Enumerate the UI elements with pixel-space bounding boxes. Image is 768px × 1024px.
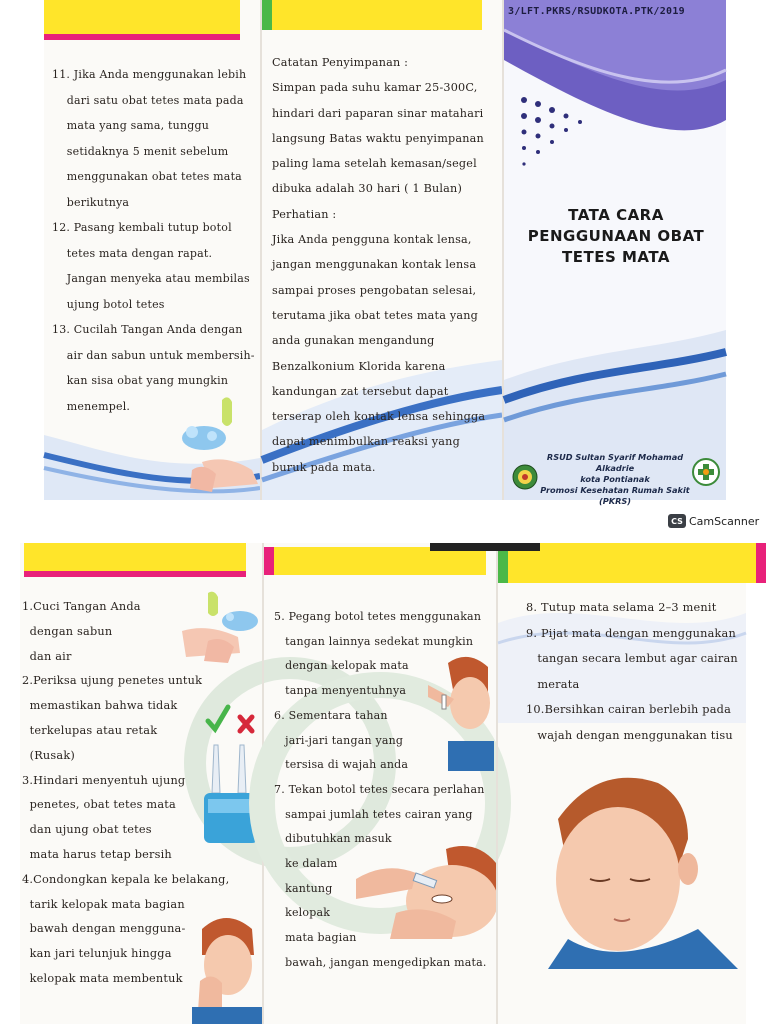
panel-steps-11-13 bbox=[44, 0, 260, 500]
brochure-inside-sheet bbox=[20, 543, 746, 1024]
steps-text: 11. Jika Anda menggunakan lebih dari satu obat tetes mata pada mata yang sama, tunggu setidaknya 5 menit sebelum menggunakan obat tetes mata berikutnya 12. Pasang kembali tutup botol tetes mata dengan rapat. Jangan menyeka atau membilas ujung botol tetes 13. Cucilah Tangan Anda dengan air dan sabun untuk membersih- kan sisa obat yang mungkin menempel. bbox=[52, 68, 255, 413]
steps-text: 8. Tutup mata selama 2–3 menit 9. Pijat mata dengan menggunakan tangan secara lembut agar cairan merata 10.Bersihkan cairan berlebih pada wajah dengan menggunakan tisu bbox=[526, 601, 738, 742]
steps-text: 1.Cuci Tangan Anda dengan sabun dan air 2.Periksa ujung penetes untuk memastikan bahwa tidak terkelupas atau retak (Rusak) 3.Hindari menyentuh ujung penetes, obat tetes mata dan ujung obat tetes mata harus tetap bersih 4.Condongkan kepala ke belakang, tarik kelopak mata bagian bawah dengan menggunа- kan jari telunjuk hingga kelopak mata membentuk bbox=[22, 600, 230, 985]
camscanner-icon: CS bbox=[668, 514, 686, 528]
panel-header-bar bbox=[264, 547, 486, 575]
panel-steps-1-4 bbox=[20, 543, 262, 1024]
panel-header-bar bbox=[24, 543, 246, 577]
panel-header-bar bbox=[262, 0, 482, 30]
hand-washing-illustration bbox=[172, 392, 258, 498]
steps-text: 5. Pegang botol tetes menggunakan tangan lainnya sedekat mungkin dengan kelopak mata tanpa menyentuhnya 6. Sementara tahan jari-jari tangan yang tersisa di wajah anda 7. Tekan botol tetes secara perlahan sampai jumlah tetes cairan yang dibutuhkan masuk ke dalam kantung kelopak mata bagian bawah, jangan mengedipkan mata. bbox=[274, 610, 487, 969]
organization-name: RSUD Sultan Syarif Mohamad Alkadrie kota Pontianak Promosi Kesehatan Rumah Sakit (PKRS) bbox=[540, 452, 690, 506]
storage-notes-text: Catatan Penyimpanan : Simpan pada suhu kamar 25-300C, hindari dari paparan sinar matahari langsung Batas waktu penyimpanan paling lama setelah kemasan/segel dibuka adalah 30 hari ( 1 Bulan) Perhatian : Jika Anda pengguna kontak lensa, jangan menggunakan kontak lensa sampai proses pengobatan selesai, terutama jika obat tetes mata yang anda gunakan mengandung Benzalkonium Klorida karena kandungan zat tersebut dapat terserap oleh kontak lensa sehingga dapat menimbulkan reaksi yang buruk pada mata. bbox=[272, 56, 486, 474]
hospital-logo-icon bbox=[512, 464, 538, 490]
panel-header-bar bbox=[44, 0, 240, 40]
camscanner-watermark bbox=[668, 514, 759, 528]
panel-steps-8-10 bbox=[498, 543, 746, 1024]
pkrs-logo-icon bbox=[692, 458, 720, 486]
camscanner-label: CamScanner bbox=[689, 514, 760, 528]
scan-edge-shadow bbox=[430, 543, 540, 551]
panel-steps-5-7 bbox=[264, 543, 496, 1024]
brochure-back-sheet bbox=[44, 0, 726, 506]
document-code: 3/LFT.PKRS/RSUDKOTA.PTK/2019 bbox=[508, 6, 685, 17]
cover-title: TATA CARA PENGGUNAAN OBAT TETES MATA bbox=[527, 206, 705, 266]
cover-panel bbox=[504, 0, 726, 506]
panel-storage-notes bbox=[262, 0, 502, 500]
person-eyes-closed-illustration bbox=[538, 769, 738, 969]
